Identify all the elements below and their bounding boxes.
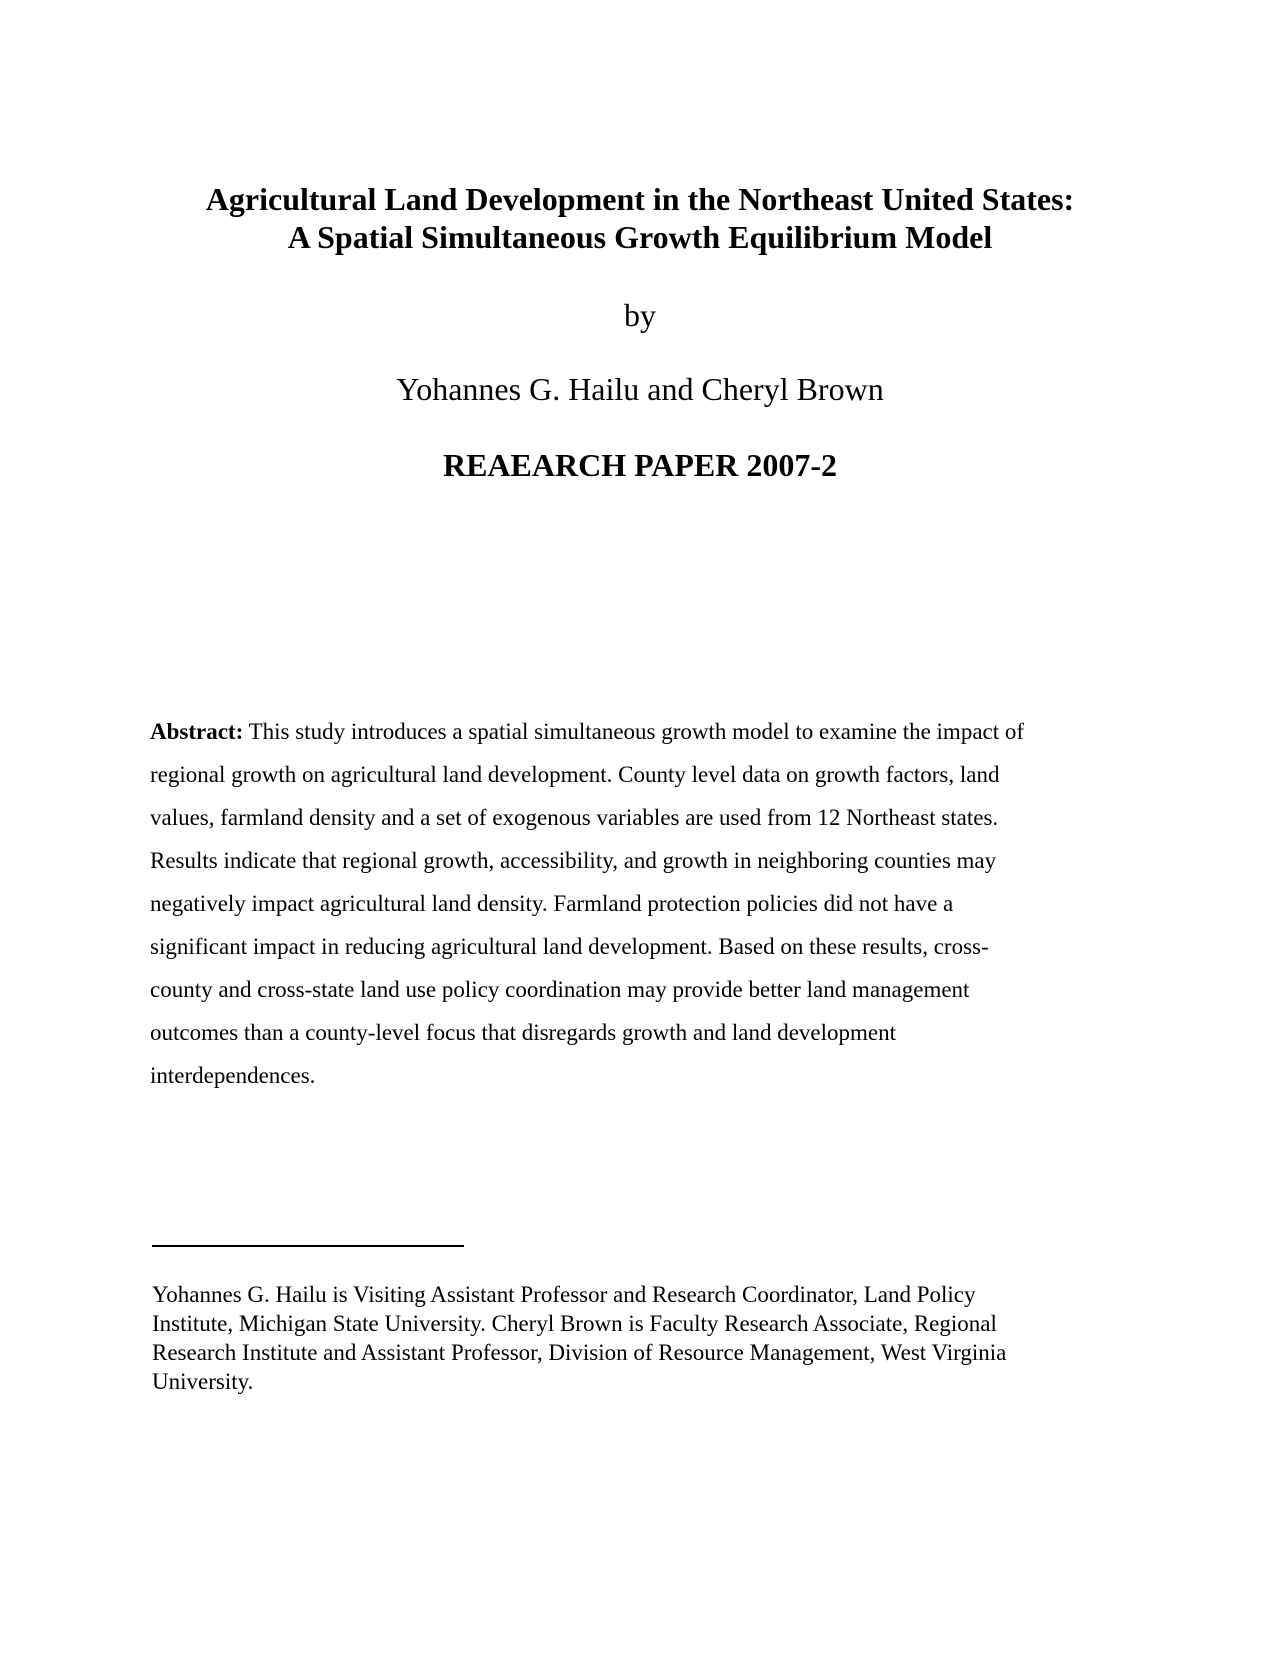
footnote-separator [152,1245,464,1247]
footnote-line-3: Research Institute and Assistant Professor, Division of Resource Management, West Virginia [152,1340,1007,1365]
abstract [150,710,1110,1097]
abstract-line-2: regional growth on agricultural land development. County level data on growth factors, land [150,762,1000,787]
footnote-line-2: Institute, Michigan State University. Cheryl Brown is Faculty Research Associate, Regional [152,1311,997,1336]
footnote-line-1: Yohannes G. Hailu is Visiting Assistant Professor and Research Coordinator, Land Policy [152,1282,976,1307]
by-line: by [624,297,656,333]
research-paper-number: REAEARCH PAPER 2007-2 [442,447,838,483]
title-line-1: Agricultural Land Development in the Northeast United States: [205,181,1075,217]
author-names: Yohannes G. Hailu and Cheryl Brown [396,371,884,407]
abstract-label: Abstract: [150,719,244,744]
author-footnote [152,1280,1112,1396]
abstract-line-1 [150,710,1110,753]
abstract-line-9: interdependences. [150,1063,316,1088]
abstract-line-4: Results indicate that regional growth, accessibility, and growth in neighboring counties may [150,848,997,873]
abstract-text-1: This study introduces a spatial simultaneous growth model to examine the impact of [243,719,1025,744]
title-line-2: A Spatial Simultaneous Growth Equilibrium Model [287,219,993,255]
abstract-line-7: county and cross-state land use policy coordination may provide better land management [150,977,970,1002]
abstract-line-8: outcomes than a county-level focus that disregards growth and land development [150,1020,897,1045]
abstract-line-6: significant impact in reducing agricultural land development. Based on these results, cross- [150,934,989,959]
footnote-line-4: University. [152,1369,254,1394]
paper-title [0,180,1280,256]
abstract-line-5: negatively impact agricultural land density. Farmland protection policies did not have a [150,891,954,916]
abstract-line-3: values, farmland density and a set of exogenous variables are used from 12 Northeast states. [150,805,999,830]
